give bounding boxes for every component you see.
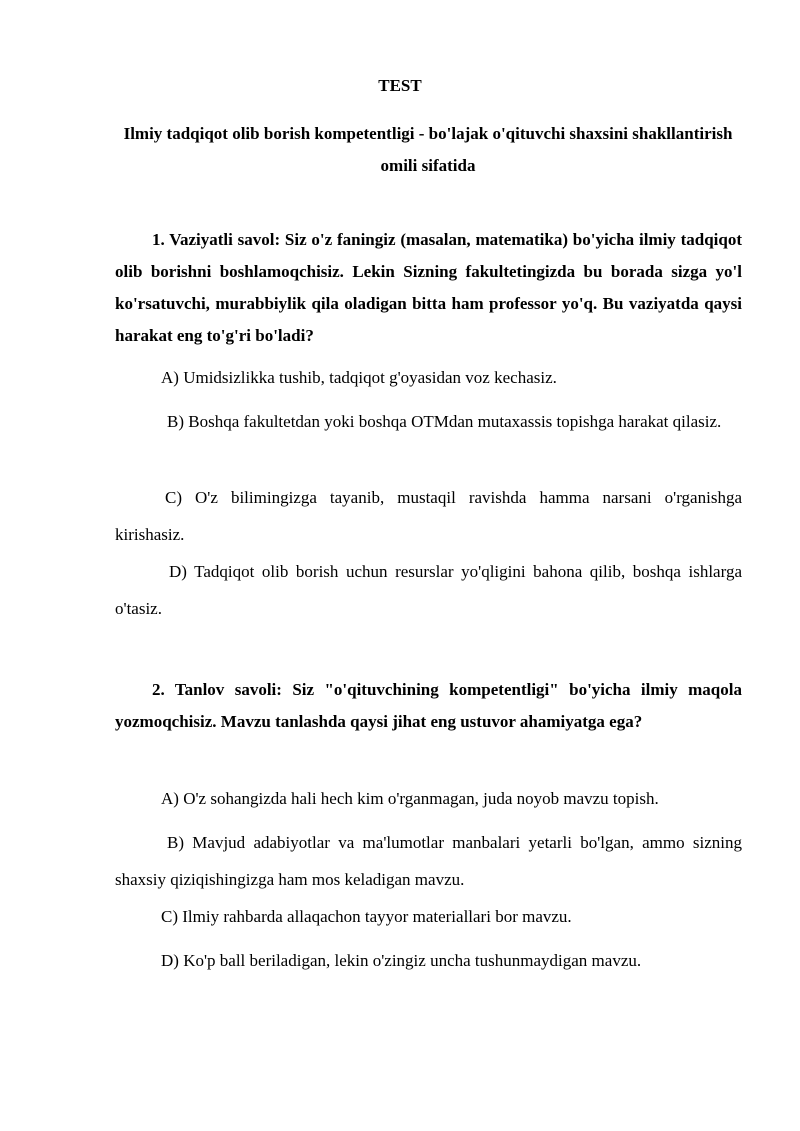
question-2-option-d: D) Ko'p ball beriladigan, lekin o'zingiz uncha tushunmaydigan mavzu.	[161, 951, 642, 970]
question-1-text: 1. Vaziyatli savol: Siz o'z faningiz (masalan, matematika) bo'yicha ilmiy tadqiqot olib borishni boshlamoqchisiz. Lekin Sizning fakultetingizda bu borada sizga yo'l ko'rsatuvchi, murabbiylik qila oladigan bitta ham professor yo'q. Bu vaziyatda qaysi harakat eng to'g'ri bo'ladi?	[115, 230, 742, 345]
question-1-option-a: A) Umidsizlikka tushib, tadqiqot g'oyasidan voz kechasiz.	[161, 368, 557, 387]
question-1-option-c: C) O'z bilimingizga tayanib, mustaqil ravishda hamma narsani o'rganishga kirishasiz.	[115, 488, 742, 544]
question-2-option-a: A) O'z sohangizda hali hech kim o'rganmagan, juda noyob mavzu topish.	[161, 789, 659, 808]
document-title: TEST	[378, 76, 422, 95]
document-subtitle: Ilmiy tadqiqot olib borish kompetentligi - bo'lajak o'qituvchi shaxsini shakllantirish omili sifatida	[123, 124, 733, 175]
question-2-text: 2. Tanlov savoli: Siz "o'qituvchining kompetentligi" bo'yicha ilmiy maqola yozmoqchisiz. Mavzu tanlashda qaysi jihat eng ustuvor ahamiyatga ega?	[115, 680, 742, 731]
question-1-option-b: B) Boshqa fakultetdan yoki boshqa OTMdan mutaxassis topishga harakat qilasiz.	[167, 412, 722, 431]
question-1-option-d: D) Tadqiqot olib borish uchun resurslar yo'qligini bahona qilib, boshqa ishlarga o'tasiz.	[115, 562, 742, 618]
question-2-option-b: B) Mavjud adabiyotlar va ma'lumotlar manbalari yetarli bo'lgan, ammo sizning shaxsiy qiziqishingizga ham mos keladigan mavzu.	[115, 833, 742, 889]
question-2-option-c: C) Ilmiy rahbarda allaqachon tayyor materiallari bor mavzu.	[161, 907, 572, 926]
